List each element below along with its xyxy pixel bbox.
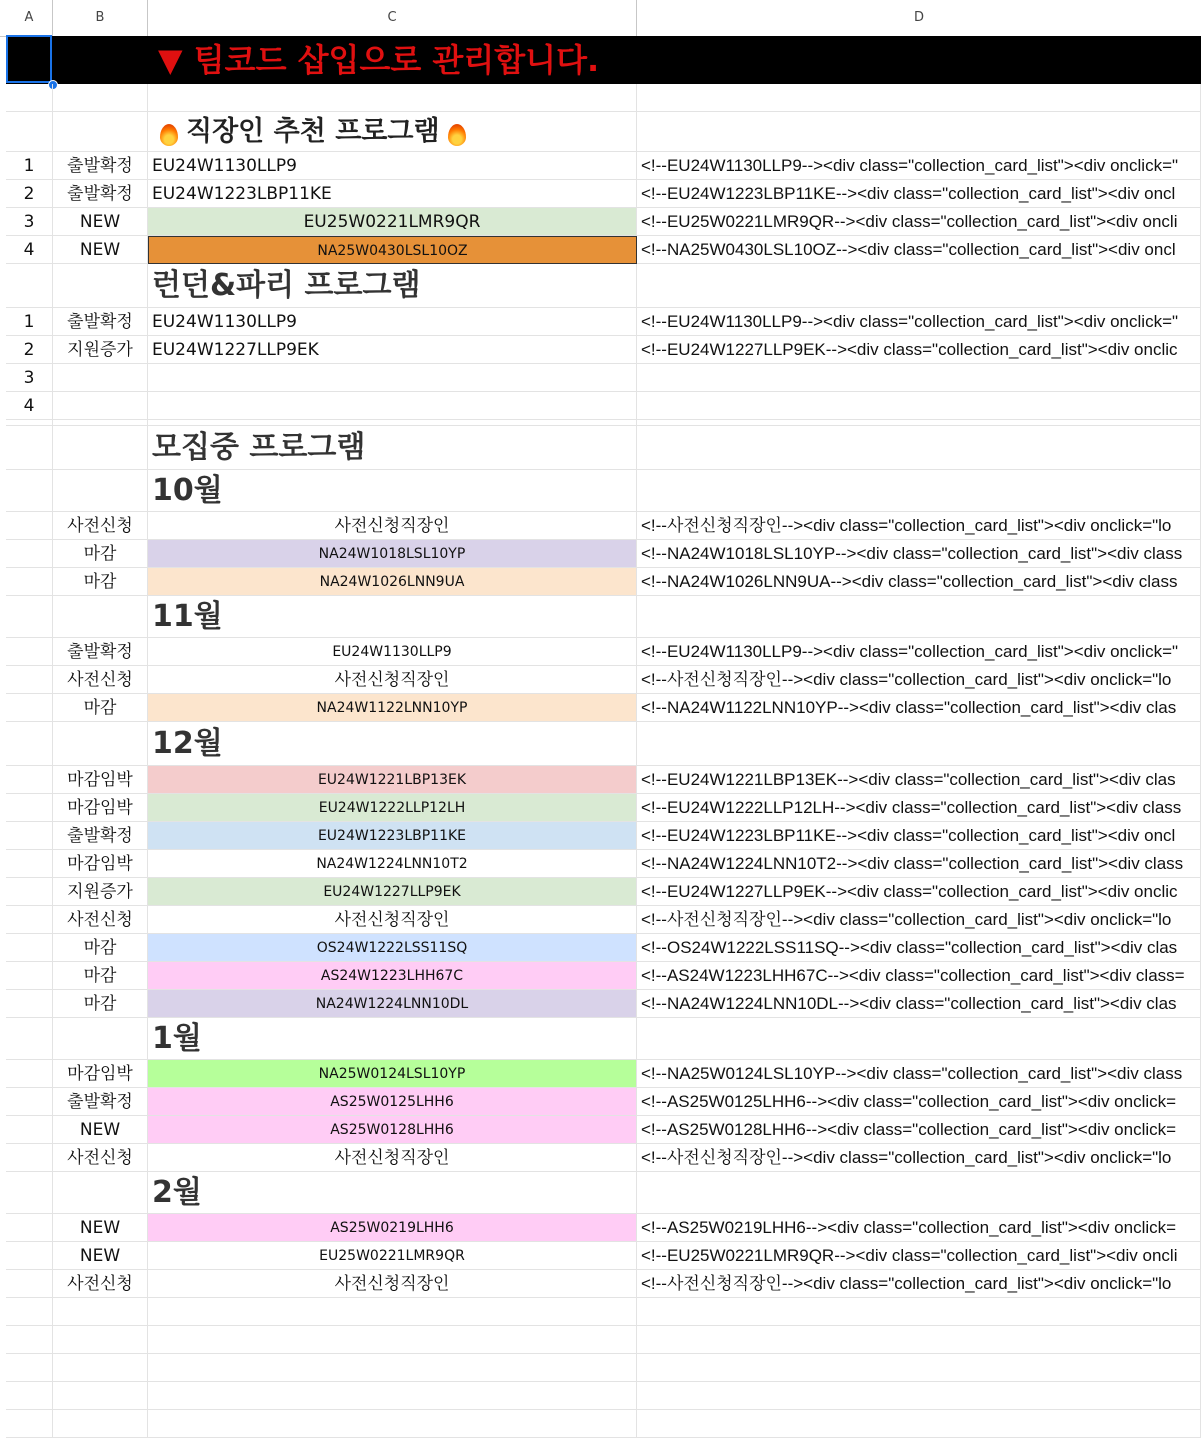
team-code-cell[interactable]: EU24W1223LBP11KE	[148, 180, 637, 208]
html-snippet-cell[interactable]	[637, 392, 1201, 420]
status-cell[interactable]: 출발확정	[53, 822, 148, 850]
html-snippet-cell[interactable]: <!--AS25W0219LHH6--><div class="collection_card_list"><div onclick=	[637, 1214, 1201, 1242]
month-label-cell[interactable]	[148, 470, 637, 512]
row-number-cell[interactable]	[6, 694, 53, 722]
table-row	[0, 236, 1201, 264]
team-code-cell[interactable]: EU24W1130LLP9	[148, 308, 637, 336]
table-row	[0, 962, 1201, 990]
column-header-c[interactable]: C	[148, 0, 637, 36]
html-snippet-cell[interactable]: <!--AS24W1223LHH67C--><div class="collection_card_list"><div class=	[637, 962, 1201, 990]
empty-cell[interactable]	[53, 596, 148, 638]
row-number-cell[interactable]	[6, 512, 53, 540]
html-snippet-cell[interactable]: <!--AS25W0125LHH6--><div class="collection_card_list"><div onclick=	[637, 1088, 1201, 1116]
html-snippet-cell[interactable]: <!--EU24W1227LLP9EK--><div class="collection_card_list"><div onclic	[637, 336, 1201, 364]
html-snippet-cell[interactable]: <!--EU24W1222LLP12LH--><div class="collection_card_list"><div class	[637, 794, 1201, 822]
html-snippet-cell[interactable]: <!--NA25W0430LSL10OZ--><div class="collection_card_list"><div oncl	[637, 236, 1201, 264]
table-row	[0, 1242, 1201, 1270]
empty-cell[interactable]	[6, 1298, 53, 1326]
team-code-cell[interactable]: 사전신청직장인	[148, 1270, 637, 1298]
row-number-cell[interactable]	[6, 822, 53, 850]
team-code-cell[interactable]: NA24W1026LNN9UA	[148, 568, 637, 596]
table-row	[0, 392, 1201, 420]
table-row	[0, 822, 1201, 850]
row-number-cell[interactable]: 1	[6, 308, 53, 336]
section-title-cell[interactable]	[148, 264, 637, 308]
team-code-cell[interactable]: NA25W0430LSL10OZ	[148, 236, 637, 264]
status-cell[interactable]: NEW	[53, 1116, 148, 1144]
section-title-cell[interactable]	[148, 112, 637, 152]
table-row	[0, 308, 1201, 336]
empty-cell[interactable]	[6, 1172, 53, 1214]
table-row	[0, 666, 1201, 694]
empty-cell[interactable]	[148, 1298, 637, 1326]
team-code-cell[interactable]: EU24W1130LLP9	[148, 638, 637, 666]
month-label-cell[interactable]	[148, 1172, 637, 1214]
section-title: 런던&파리 프로그램	[152, 268, 421, 303]
section-title-cell[interactable]	[148, 426, 637, 470]
empty-cell[interactable]	[6, 722, 53, 766]
empty-cell[interactable]	[148, 1326, 637, 1354]
month-header-row	[0, 722, 1201, 766]
table-row	[0, 512, 1201, 540]
section-title: 모집중 프로그램	[152, 430, 366, 465]
status-cell[interactable]: 마감	[53, 540, 148, 568]
html-snippet-cell[interactable]: <!--NA24W1224LNN10DL--><div class="collection_card_list"><div clas	[637, 990, 1201, 1018]
table-row	[0, 364, 1201, 392]
empty-cell[interactable]	[637, 426, 1201, 470]
column-header-a[interactable]: A	[6, 0, 53, 36]
column-header-bar	[0, 0, 1201, 37]
empty-cell[interactable]	[53, 112, 148, 152]
section-title-row	[0, 426, 1201, 470]
row-number-cell[interactable]	[6, 1270, 53, 1298]
html-snippet-cell[interactable]: <!--NA24W1026LNN9UA--><div class="collection_card_list"><div class	[637, 568, 1201, 596]
team-code-cell[interactable]	[148, 392, 637, 420]
row-number-cell[interactable]	[6, 794, 53, 822]
status-cell[interactable]	[53, 364, 148, 392]
fire-icon	[160, 124, 178, 146]
status-cell[interactable]: 마감임박	[53, 1060, 148, 1088]
empty-cell[interactable]	[637, 596, 1201, 638]
team-code-cell[interactable]: AS25W0219LHH6	[148, 1214, 637, 1242]
table-row	[0, 990, 1201, 1018]
html-snippet-cell[interactable]: <!--NA25W0124LSL10YP--><div class="collection_card_list"><div class	[637, 1060, 1201, 1088]
table-row	[0, 152, 1201, 180]
team-code-cell[interactable]: NA25W0124LSL10YP	[148, 1060, 637, 1088]
month-label-cell[interactable]	[148, 1018, 637, 1060]
html-snippet-cell[interactable]: <!--사전신청직장인--><div class="collection_card_list"><div onclick="lo	[637, 1270, 1201, 1298]
empty-cell[interactable]	[53, 426, 148, 470]
empty-cell[interactable]	[148, 84, 637, 112]
month-header-row	[0, 596, 1201, 638]
month-label: 2월	[152, 1175, 202, 1210]
empty-cell[interactable]	[637, 722, 1201, 766]
empty-cell[interactable]	[6, 596, 53, 638]
empty-cell[interactable]	[637, 470, 1201, 512]
month-label-cell[interactable]	[148, 596, 637, 638]
table-row	[0, 208, 1201, 236]
fire-icon	[448, 124, 466, 146]
team-code-cell[interactable]: EU24W1227LLP9EK	[148, 878, 637, 906]
team-code-cell[interactable]: EU24W1222LLP12LH	[148, 794, 637, 822]
team-code-cell[interactable]: EU25W0221LMR9QR	[148, 1242, 637, 1270]
table-row	[0, 1270, 1201, 1298]
empty-cell[interactable]	[53, 84, 148, 112]
selected-cell[interactable]	[6, 35, 52, 83]
month-header-row	[0, 1172, 1201, 1214]
spacer-row	[0, 84, 1201, 112]
team-code-cell[interactable]: EU24W1221LBP13EK	[148, 766, 637, 794]
row-number-cell[interactable]	[6, 934, 53, 962]
row-number-cell[interactable]	[6, 540, 53, 568]
empty-cell[interactable]	[6, 1410, 53, 1438]
status-cell[interactable]: NEW	[53, 208, 148, 236]
status-cell[interactable]: 사전신청	[53, 512, 148, 540]
team-code-cell[interactable]: AS25W0128LHH6	[148, 1116, 637, 1144]
empty-cell[interactable]	[637, 112, 1201, 152]
empty-cell[interactable]	[6, 470, 53, 512]
status-cell[interactable]: NEW	[53, 236, 148, 264]
html-snippet-cell[interactable]: <!--EU25W0221LMR9QR--><div class="collection_card_list"><div oncli	[637, 1242, 1201, 1270]
month-label: 10월	[152, 473, 223, 508]
empty-cell[interactable]	[6, 112, 53, 152]
empty-row	[0, 1382, 1201, 1410]
html-snippet-cell[interactable]: <!--EU24W1130LLP9--><div class="collection_card_list"><div onclick="	[637, 308, 1201, 336]
team-code-cell[interactable]: 사전신청직장인	[148, 906, 637, 934]
table-row	[0, 906, 1201, 934]
table-row	[0, 180, 1201, 208]
empty-row	[0, 1410, 1201, 1438]
table-row	[0, 568, 1201, 596]
empty-cell[interactable]	[6, 1018, 53, 1060]
column-header-d[interactable]: D	[913, 10, 924, 25]
html-snippet-cell[interactable]: <!--NA24W1122LNN10YP--><div class="collection_card_list"><div clas	[637, 694, 1201, 722]
status-cell[interactable]: 출발확정	[53, 308, 148, 336]
empty-cell[interactable]	[637, 1326, 1201, 1354]
html-snippet-cell[interactable]: <!--AS25W0128LHH6--><div class="collection_card_list"><div onclick=	[637, 1116, 1201, 1144]
table-row	[0, 1116, 1201, 1144]
banner-row[interactable]	[6, 36, 1201, 84]
status-cell[interactable]: 마감	[53, 694, 148, 722]
row-number-cell[interactable]	[6, 962, 53, 990]
month-label: 1월	[152, 1021, 202, 1056]
status-cell[interactable]: 사전신청	[53, 666, 148, 694]
team-code-cell[interactable]: NA24W1122LNN10YP	[148, 694, 637, 722]
table-row	[0, 1088, 1201, 1116]
section-title-row	[0, 112, 1201, 152]
table-row	[0, 878, 1201, 906]
row-number-cell[interactable]: 2	[6, 180, 53, 208]
row-number-cell[interactable]	[6, 666, 53, 694]
month-label: 11월	[152, 599, 223, 634]
empty-cell[interactable]	[637, 1172, 1201, 1214]
column-header-b[interactable]: B	[53, 0, 148, 36]
empty-cell[interactable]	[637, 1018, 1201, 1060]
empty-row	[0, 1354, 1201, 1382]
html-snippet-cell[interactable]: <!--EU24W1130LLP9--><div class="collection_card_list"><div onclick="	[637, 638, 1201, 666]
html-snippet-cell[interactable]: <!--사전신청직장인--><div class="collection_card_list"><div onclick="lo	[637, 512, 1201, 540]
html-snippet-cell[interactable]: <!--사전신청직장인--><div class="collection_card_list"><div onclick="lo	[637, 1144, 1201, 1172]
month-label: 12월	[152, 726, 223, 761]
empty-cell[interactable]	[6, 1354, 53, 1382]
table-row	[0, 1144, 1201, 1172]
row-number-cell[interactable]	[6, 1116, 53, 1144]
status-cell[interactable]: 마감	[53, 990, 148, 1018]
row-number-cell[interactable]	[6, 1214, 53, 1242]
status-cell[interactable]: 마감	[53, 934, 148, 962]
table-row	[0, 794, 1201, 822]
month-header-row	[0, 470, 1201, 512]
status-cell[interactable]: NEW	[53, 1214, 148, 1242]
status-cell[interactable]	[53, 392, 148, 420]
row-number-cell[interactable]	[6, 906, 53, 934]
team-code-cell[interactable]: EU24W1130LLP9	[148, 152, 637, 180]
status-cell[interactable]: 마감임박	[53, 794, 148, 822]
row-number-cell[interactable]: 4	[6, 236, 53, 264]
team-code-cell[interactable]: 사전신청직장인	[148, 1144, 637, 1172]
status-cell[interactable]: 사전신청	[53, 1270, 148, 1298]
empty-cell[interactable]	[637, 1298, 1201, 1326]
row-number-cell[interactable]: 1	[6, 152, 53, 180]
table-row	[0, 540, 1201, 568]
html-snippet-cell[interactable]: <!--EU24W1130LLP9--><div class="collection_card_list"><div onclick="	[637, 152, 1201, 180]
html-snippet-cell[interactable]: <!--OS24W1222LSS11SQ--><div class="collection_card_list"><div clas	[637, 934, 1201, 962]
empty-cell[interactable]	[637, 1354, 1201, 1382]
empty-cell[interactable]	[6, 264, 53, 308]
row-number-cell[interactable]	[6, 1060, 53, 1088]
status-cell[interactable]: 출발확정	[53, 1088, 148, 1116]
empty-cell[interactable]	[637, 84, 1201, 112]
empty-cell[interactable]	[148, 1354, 637, 1382]
empty-cell[interactable]	[6, 84, 53, 112]
row-number-cell[interactable]: 2	[6, 336, 53, 364]
empty-row	[0, 1298, 1201, 1326]
empty-row	[0, 1326, 1201, 1354]
section-title-row	[0, 264, 1201, 308]
row-number-cell[interactable]	[6, 850, 53, 878]
team-code-cell[interactable]: 사전신청직장인	[148, 512, 637, 540]
team-code-cell[interactable]: 사전신청직장인	[148, 666, 637, 694]
empty-cell[interactable]	[53, 264, 148, 308]
status-cell[interactable]: 사전신청	[53, 1144, 148, 1172]
row-number-cell[interactable]: 3	[6, 364, 53, 392]
empty-cell[interactable]	[53, 470, 148, 512]
month-label-cell[interactable]	[148, 722, 637, 766]
table-row	[0, 638, 1201, 666]
empty-cell[interactable]	[53, 1354, 148, 1382]
table-row	[0, 850, 1201, 878]
status-cell[interactable]: 출발확정	[53, 180, 148, 208]
team-code-cell[interactable]: EU24W1223LBP11KE	[148, 822, 637, 850]
html-snippet-cell[interactable]: <!--사전신청직장인--><div class="collection_card_list"><div onclick="lo	[637, 666, 1201, 694]
status-cell[interactable]: 지원증가	[53, 336, 148, 364]
team-code-cell[interactable]: AS25W0125LHH6	[148, 1088, 637, 1116]
team-code-cell[interactable]: EU24W1227LLP9EK	[148, 336, 637, 364]
banner-text: ▼ 팀코드 삽입으로 관리합니다.	[158, 41, 600, 79]
row-number-cell[interactable]	[6, 638, 53, 666]
html-snippet-cell[interactable]: <!--EU24W1223LBP11KE--><div class="collection_card_list"><div oncl	[637, 822, 1201, 850]
status-cell[interactable]: NEW	[53, 1242, 148, 1270]
empty-cell[interactable]	[53, 722, 148, 766]
empty-cell[interactable]	[6, 1382, 53, 1410]
table-row	[0, 1060, 1201, 1088]
team-code-cell[interactable]	[148, 364, 637, 392]
team-code-cell[interactable]: AS24W1223LHH67C	[148, 962, 637, 990]
table-row	[0, 766, 1201, 794]
team-code-cell[interactable]: EU25W0221LMR9QR	[148, 208, 637, 236]
status-cell[interactable]: 사전신청	[53, 906, 148, 934]
empty-cell[interactable]	[637, 264, 1201, 308]
row-number-cell[interactable]	[6, 1088, 53, 1116]
html-snippet-cell[interactable]	[637, 364, 1201, 392]
html-snippet-cell[interactable]: <!--NA24W1224LNN10T2--><div class="collection_card_list"><div class	[637, 850, 1201, 878]
html-snippet-cell[interactable]: <!--NA24W1018LSL10YP--><div class="collection_card_list"><div class	[637, 540, 1201, 568]
html-snippet-cell[interactable]: <!--EU25W0221LMR9QR--><div class="collection_card_list"><div oncli	[637, 208, 1201, 236]
empty-cell[interactable]	[637, 1382, 1201, 1410]
empty-cell[interactable]	[637, 1410, 1201, 1438]
html-snippet-cell[interactable]: <!--사전신청직장인--><div class="collection_card_list"><div onclick="lo	[637, 906, 1201, 934]
status-cell[interactable]: 마감임박	[53, 766, 148, 794]
empty-cell[interactable]	[6, 1326, 53, 1354]
row-number-cell[interactable]: 4	[6, 392, 53, 420]
table-row	[0, 336, 1201, 364]
status-cell[interactable]: 마감	[53, 568, 148, 596]
empty-cell[interactable]	[6, 426, 53, 470]
empty-cell[interactable]	[53, 1018, 148, 1060]
row-number-cell[interactable]	[6, 766, 53, 794]
row-number-cell[interactable]	[6, 568, 53, 596]
table-row	[0, 694, 1201, 722]
section-title: 직장인 추천 프로그램	[186, 116, 440, 147]
html-snippet-cell[interactable]: <!--EU24W1227LLP9EK--><div class="collection_card_list"><div onclic	[637, 878, 1201, 906]
status-cell[interactable]: 출발확정	[53, 638, 148, 666]
row-number-cell[interactable]	[6, 990, 53, 1018]
row-number-cell[interactable]	[6, 878, 53, 906]
status-cell[interactable]: 출발확정	[53, 152, 148, 180]
html-snippet-cell[interactable]: <!--EU24W1221LBP13EK--><div class="collection_card_list"><div clas	[637, 766, 1201, 794]
row-number-cell[interactable]	[6, 1144, 53, 1172]
empty-cell[interactable]	[148, 1382, 637, 1410]
table-row	[0, 934, 1201, 962]
team-code-cell[interactable]: NA24W1224LNN10DL	[148, 990, 637, 1018]
empty-cell[interactable]	[148, 1410, 637, 1438]
html-snippet-cell[interactable]: <!--EU24W1223LBP11KE--><div class="collection_card_list"><div oncl	[637, 180, 1201, 208]
status-cell[interactable]: 마감임박	[53, 850, 148, 878]
empty-cell[interactable]	[53, 1410, 148, 1438]
status-cell[interactable]: 지원증가	[53, 878, 148, 906]
empty-cell[interactable]	[53, 1382, 148, 1410]
table-row	[0, 1214, 1201, 1242]
empty-cell[interactable]	[53, 1326, 148, 1354]
row-number-cell[interactable]	[6, 1242, 53, 1270]
empty-cell[interactable]	[53, 1172, 148, 1214]
team-code-cell[interactable]: NA24W1018LSL10YP	[148, 540, 637, 568]
team-code-cell[interactable]: OS24W1222LSS11SQ	[148, 934, 637, 962]
status-cell[interactable]: 마감	[53, 962, 148, 990]
team-code-cell[interactable]: NA24W1224LNN10T2	[148, 850, 637, 878]
row-number-cell[interactable]: 3	[6, 208, 53, 236]
empty-cell[interactable]	[53, 1298, 148, 1326]
month-header-row	[0, 1018, 1201, 1060]
